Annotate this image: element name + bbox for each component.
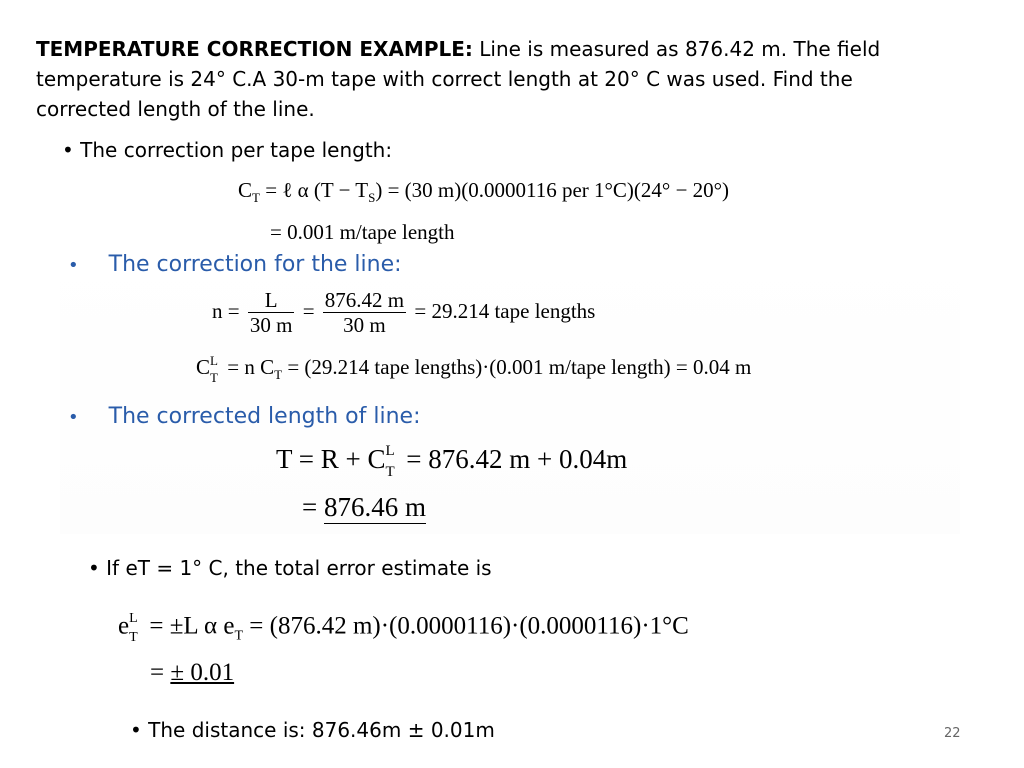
heading-correction-for-line: • The correction for the line: [68,252,402,277]
equation-e: e L T = ±L α $e_T = (876.42$ m)·(0.0000116)·(0.0000116)·1°C [118,611,689,645]
equation-ct-result: = 0.001 m/tape length [270,220,455,244]
equation-t-result: = 876.46 m [302,492,426,522]
equation-ctl: C L T = n $C_T = (29.214$ tape lengths)·(0.001 m/tape length) = 0.04 m [196,353,752,385]
problem-statement [36,34,916,124]
bullet-distance: • The distance is: 876.46m ± 0.01m [130,718,495,742]
equation-e-result: = ± 0.01 [150,659,235,686]
slide-number: 22 [944,726,961,741]
bullet-correction-per-tape: • The correction per tape length: [62,138,393,162]
equation-n: n = $\frac{L}{30 m}$ = $\frac{876.42 m}{30 m}$ = 29.214 tape lengths [212,288,596,337]
bullet-dot: • [68,255,79,276]
fraction-87642-over-30m: $\frac{876.42 m}{30 m}$ [324,288,405,337]
heading-corrected-length: • The corrected length of line: [68,404,421,429]
problem-text: Line is measured as 876.42 m. The field temperature is 24° C.A 30-m tape with correct length at 20° C was used. Find the corrected length of the line. [36,37,881,121]
problem-heading: TEMPERATURE CORRECTION EXAMPLE: [36,37,473,61]
fraction-l-over-30m: $\frac{L}{30 m}$ [249,288,293,337]
equation-t: T = R + C L T = 876.42 m + 0.04m [276,442,628,480]
equation-image-panel [60,244,960,534]
equation-ct: $C_T$ = ℓ α $(T - T_S) = (30$ m)(0.0000116 per 1°C)(24° − 20°) [238,178,730,206]
bullet-dot: • [68,407,79,428]
bullet-error-estimate: • If eT = 1° C, the total error estimate is [88,556,492,580]
